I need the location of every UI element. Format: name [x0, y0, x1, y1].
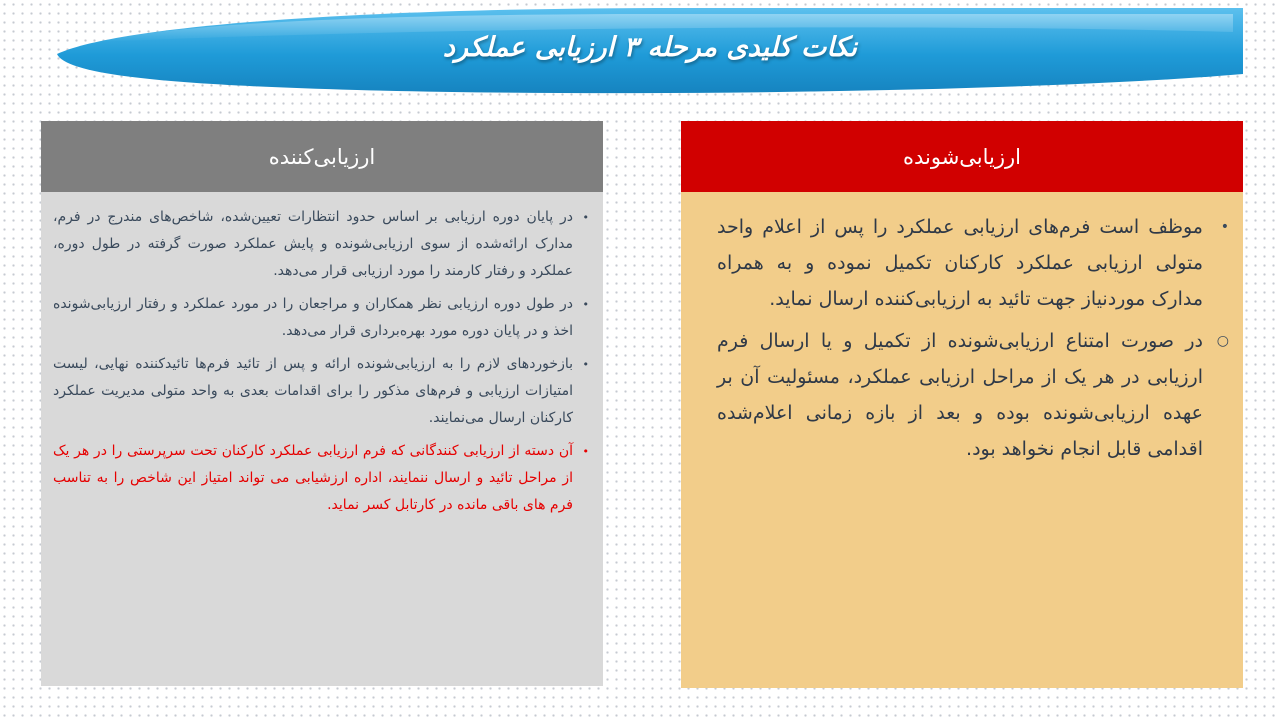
- list-item-highlighted: [53, 438, 589, 519]
- evaluatee-header: ارزیابی‌شونده: [681, 121, 1243, 192]
- bullet-icon: •: [582, 211, 589, 224]
- list-item: [53, 291, 589, 345]
- bullet-icon: •: [582, 445, 589, 458]
- evaluator-body: [41, 192, 603, 686]
- list-item: [53, 351, 589, 432]
- circle-bullet-icon: ○: [1216, 333, 1229, 349]
- list-item-text: در طول دوره ارزیابی نظر همکاران و مراجعان را در مورد عملکرد و رفتار ارزیابی‌شونده اخذ و در پایان دوره مورد بهره‌برداری قرار می‌دهد.: [53, 296, 573, 339]
- page-title: نکات کلیدی مرحله ۳ ارزیابی عملکرد: [442, 32, 858, 63]
- list-item: [717, 323, 1229, 467]
- list-item-text: در پایان دوره ارزیابی بر اساس حدود انتظارات تعیین‌شده، شاخص‌های مندرج در فرم، مدارک ارائه‌شده از سوی ارزیابی‌شونده و پایش عملکرد صورت گرفته در طول دوره، عملکرد و رفتار کارمند را مورد ارزیابی قرار می‌دهد.: [53, 209, 573, 279]
- evaluator-panel: [41, 121, 603, 686]
- bullet-icon: •: [582, 358, 589, 371]
- list-item: [53, 204, 589, 285]
- evaluatee-body: [681, 192, 1243, 688]
- list-item-text: در صورت امتناع ارزیابی‌شونده از تکمیل و یا ارسال فرم ارزیابی در هر یک از مراحل ارزیابی عملکرد، مسئولیت آن بر عهده ارزیابی‌شونده بوده و بعد از بازه زمانی اعلام‌شده اقدامی قابل انجام نخواهد بود.: [717, 330, 1203, 460]
- evaluatee-panel: [681, 121, 1243, 688]
- list-item: [717, 209, 1229, 317]
- evaluator-header: ارزیابی‌کننده: [41, 121, 603, 192]
- bullet-icon: •: [1220, 219, 1229, 235]
- list-item-text: بازخوردهای لازم را به ارزیابی‌شونده ارائه و پس از تائید فرم‌ها تائیدکننده نهایی، لیست امتیازات ارزیابی و فرم‌های مذکور را برای اقدامات بعدی به واحد متولی مدیریت عملکرد کارکنان ارسال می‌نمایند.: [53, 356, 573, 426]
- list-item-text: آن دسته از ارزیابی کنندگانی که فرم ارزیابی عملکرد کارکنان تحت سرپرستی را در هر یک از مراحل تائید و ارسال ننمایند، اداره ارزشیابی می تواند امتیاز این شاخص را به تناسب فرم های باقی مانده در کارتابل کسر نماید.: [53, 443, 573, 513]
- title-banner: [57, 6, 1243, 96]
- list-item-text: موظف است فرم‌های ارزیابی عملکرد را پس از اعلام واحد متولی ارزیابی عملکرد کارکنان تکمیل نموده و به همراه مدارک موردنیاز جهت تائید به ارزیابی‌کننده ارسال نماید.: [717, 216, 1203, 310]
- bullet-icon: •: [582, 298, 589, 311]
